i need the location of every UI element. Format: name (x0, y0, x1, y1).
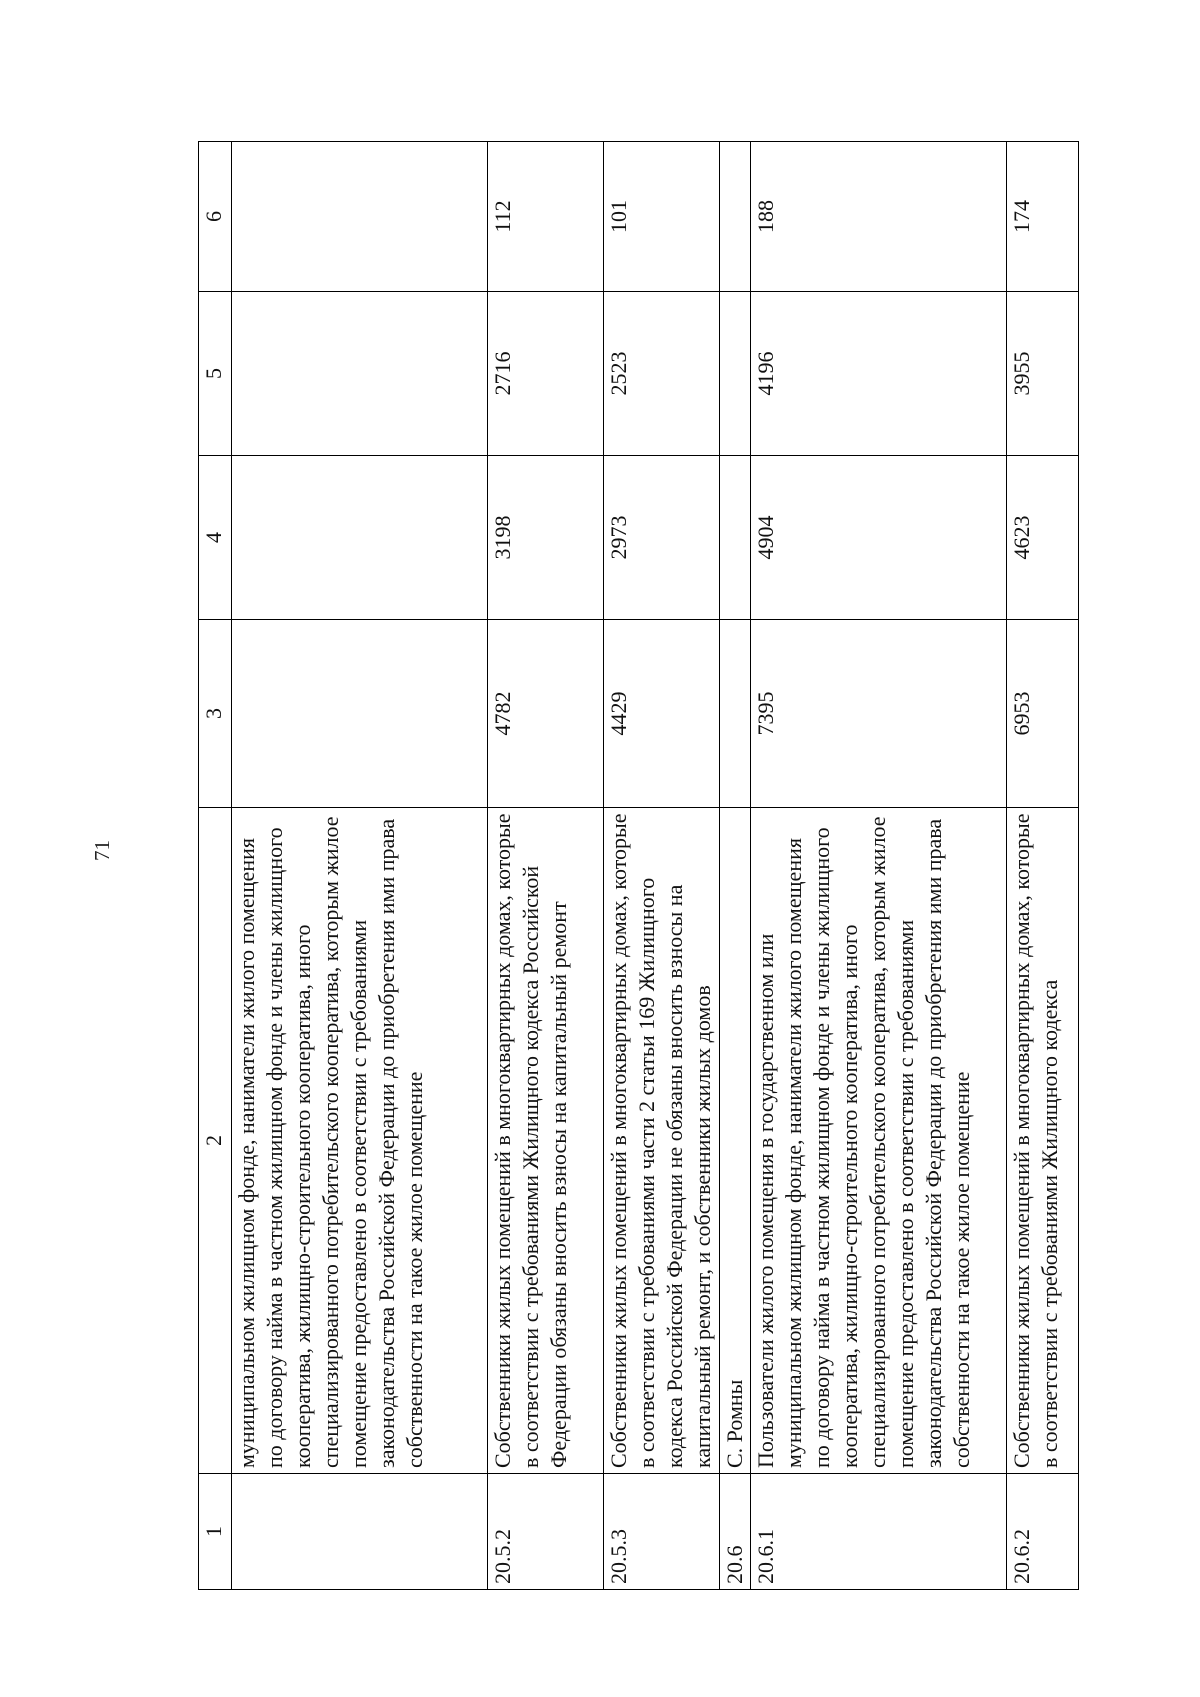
row-value-col3 (232, 620, 488, 808)
row-description: Собственники жилых помещений в многоквартирных домах, которые в соответствии с требованиями Жилищного кодекса Российской Федерации обязаны вносить взносы на капитальный ремонт (488, 808, 604, 1474)
table-row (720, 142, 751, 1590)
row-value-col5 (232, 292, 488, 456)
header-cell-6: 6 (199, 142, 232, 292)
row-value-col3: 4429 (604, 620, 720, 808)
row-description: Собственники жилых помещений в многоквартирных домах, которые в соответствии с требованиями части 2 статьи 169 Жилищного кодекса Российской Федерации не обязаны вносить взносы на капитальный ремонт, и собственники жилых домов (604, 808, 720, 1474)
table-row (604, 142, 720, 1590)
row-value-col5: 3955 (1007, 292, 1079, 456)
table-row (1007, 142, 1079, 1590)
header-cell-4: 4 (199, 456, 232, 620)
row-description: Пользователи жилого помещения в государственном или муниципальном жилищном фонде, наниматели жилого помещения по договору найма в частном жилищном фонде и члены жилищного кооператива, жилищно-строительного кооператива, иного специализированного потребительского кооператива, которым жилое помещение предоставлено в соответствии с требованиями законодательства Российской Федерации до приобретения ими права собственности на такое жилое помещение (751, 808, 1007, 1474)
row-value-col5: 2716 (488, 292, 604, 456)
row-value-col3: 4782 (488, 620, 604, 808)
row-description: Собственники жилых помещений в многоквартирных домах, которые в соответствии с требованиями Жилищного кодекса (1007, 808, 1079, 1474)
row-value-col4 (232, 456, 488, 620)
tariff-table (198, 141, 1079, 1590)
row-code: 20.6 (720, 1474, 751, 1590)
header-cell-3: 3 (199, 620, 232, 808)
table-row (751, 142, 1007, 1590)
row-value-col3: 7395 (751, 620, 1007, 808)
row-value-col3: 6953 (1007, 620, 1079, 808)
header-cell-5: 5 (199, 292, 232, 456)
header-cell-2: 2 (199, 808, 232, 1474)
row-description: С. Ромны (720, 808, 751, 1474)
row-value-col5 (720, 292, 751, 456)
table-row (488, 142, 604, 1590)
row-value-col6: 101 (604, 142, 720, 292)
row-description: муниципальном жилищном фонде, наниматели жилого помещения по договору найма в частном жилищном фонде и члены жилищного кооператива, жилищно-строительного кооператива, иного специализированного потребительского кооператива, которым жилое помещение предоставлено в соответствии с требованиями законодательства Российской Федерации до приобретения ими права собственности на такое жилое помещение (232, 808, 488, 1474)
row-value-col6: 188 (751, 142, 1007, 292)
row-value-col6 (232, 142, 488, 292)
row-code: 20.5.2 (488, 1474, 604, 1590)
row-value-col6: 112 (488, 142, 604, 292)
row-value-col3 (720, 620, 751, 808)
row-value-col5: 2523 (604, 292, 720, 456)
row-value-col4: 4904 (751, 456, 1007, 620)
page-number: 71 (90, 840, 114, 861)
row-value-col6 (720, 142, 751, 292)
row-value-col4 (720, 456, 751, 620)
rotated-table-container (198, 142, 1074, 1590)
header-cell-1: 1 (199, 1474, 232, 1590)
row-value-col4: 2973 (604, 456, 720, 620)
row-value-col4: 3198 (488, 456, 604, 620)
row-code: 20.6.1 (751, 1474, 1007, 1590)
row-code (232, 1474, 488, 1590)
row-code: 20.6.2 (1007, 1474, 1079, 1590)
row-value-col6: 174 (1007, 142, 1079, 292)
row-value-col4: 4623 (1007, 456, 1079, 620)
table-row (232, 142, 488, 1590)
row-value-col5: 4196 (751, 292, 1007, 456)
row-code: 20.5.3 (604, 1474, 720, 1590)
header-row (199, 142, 232, 1590)
